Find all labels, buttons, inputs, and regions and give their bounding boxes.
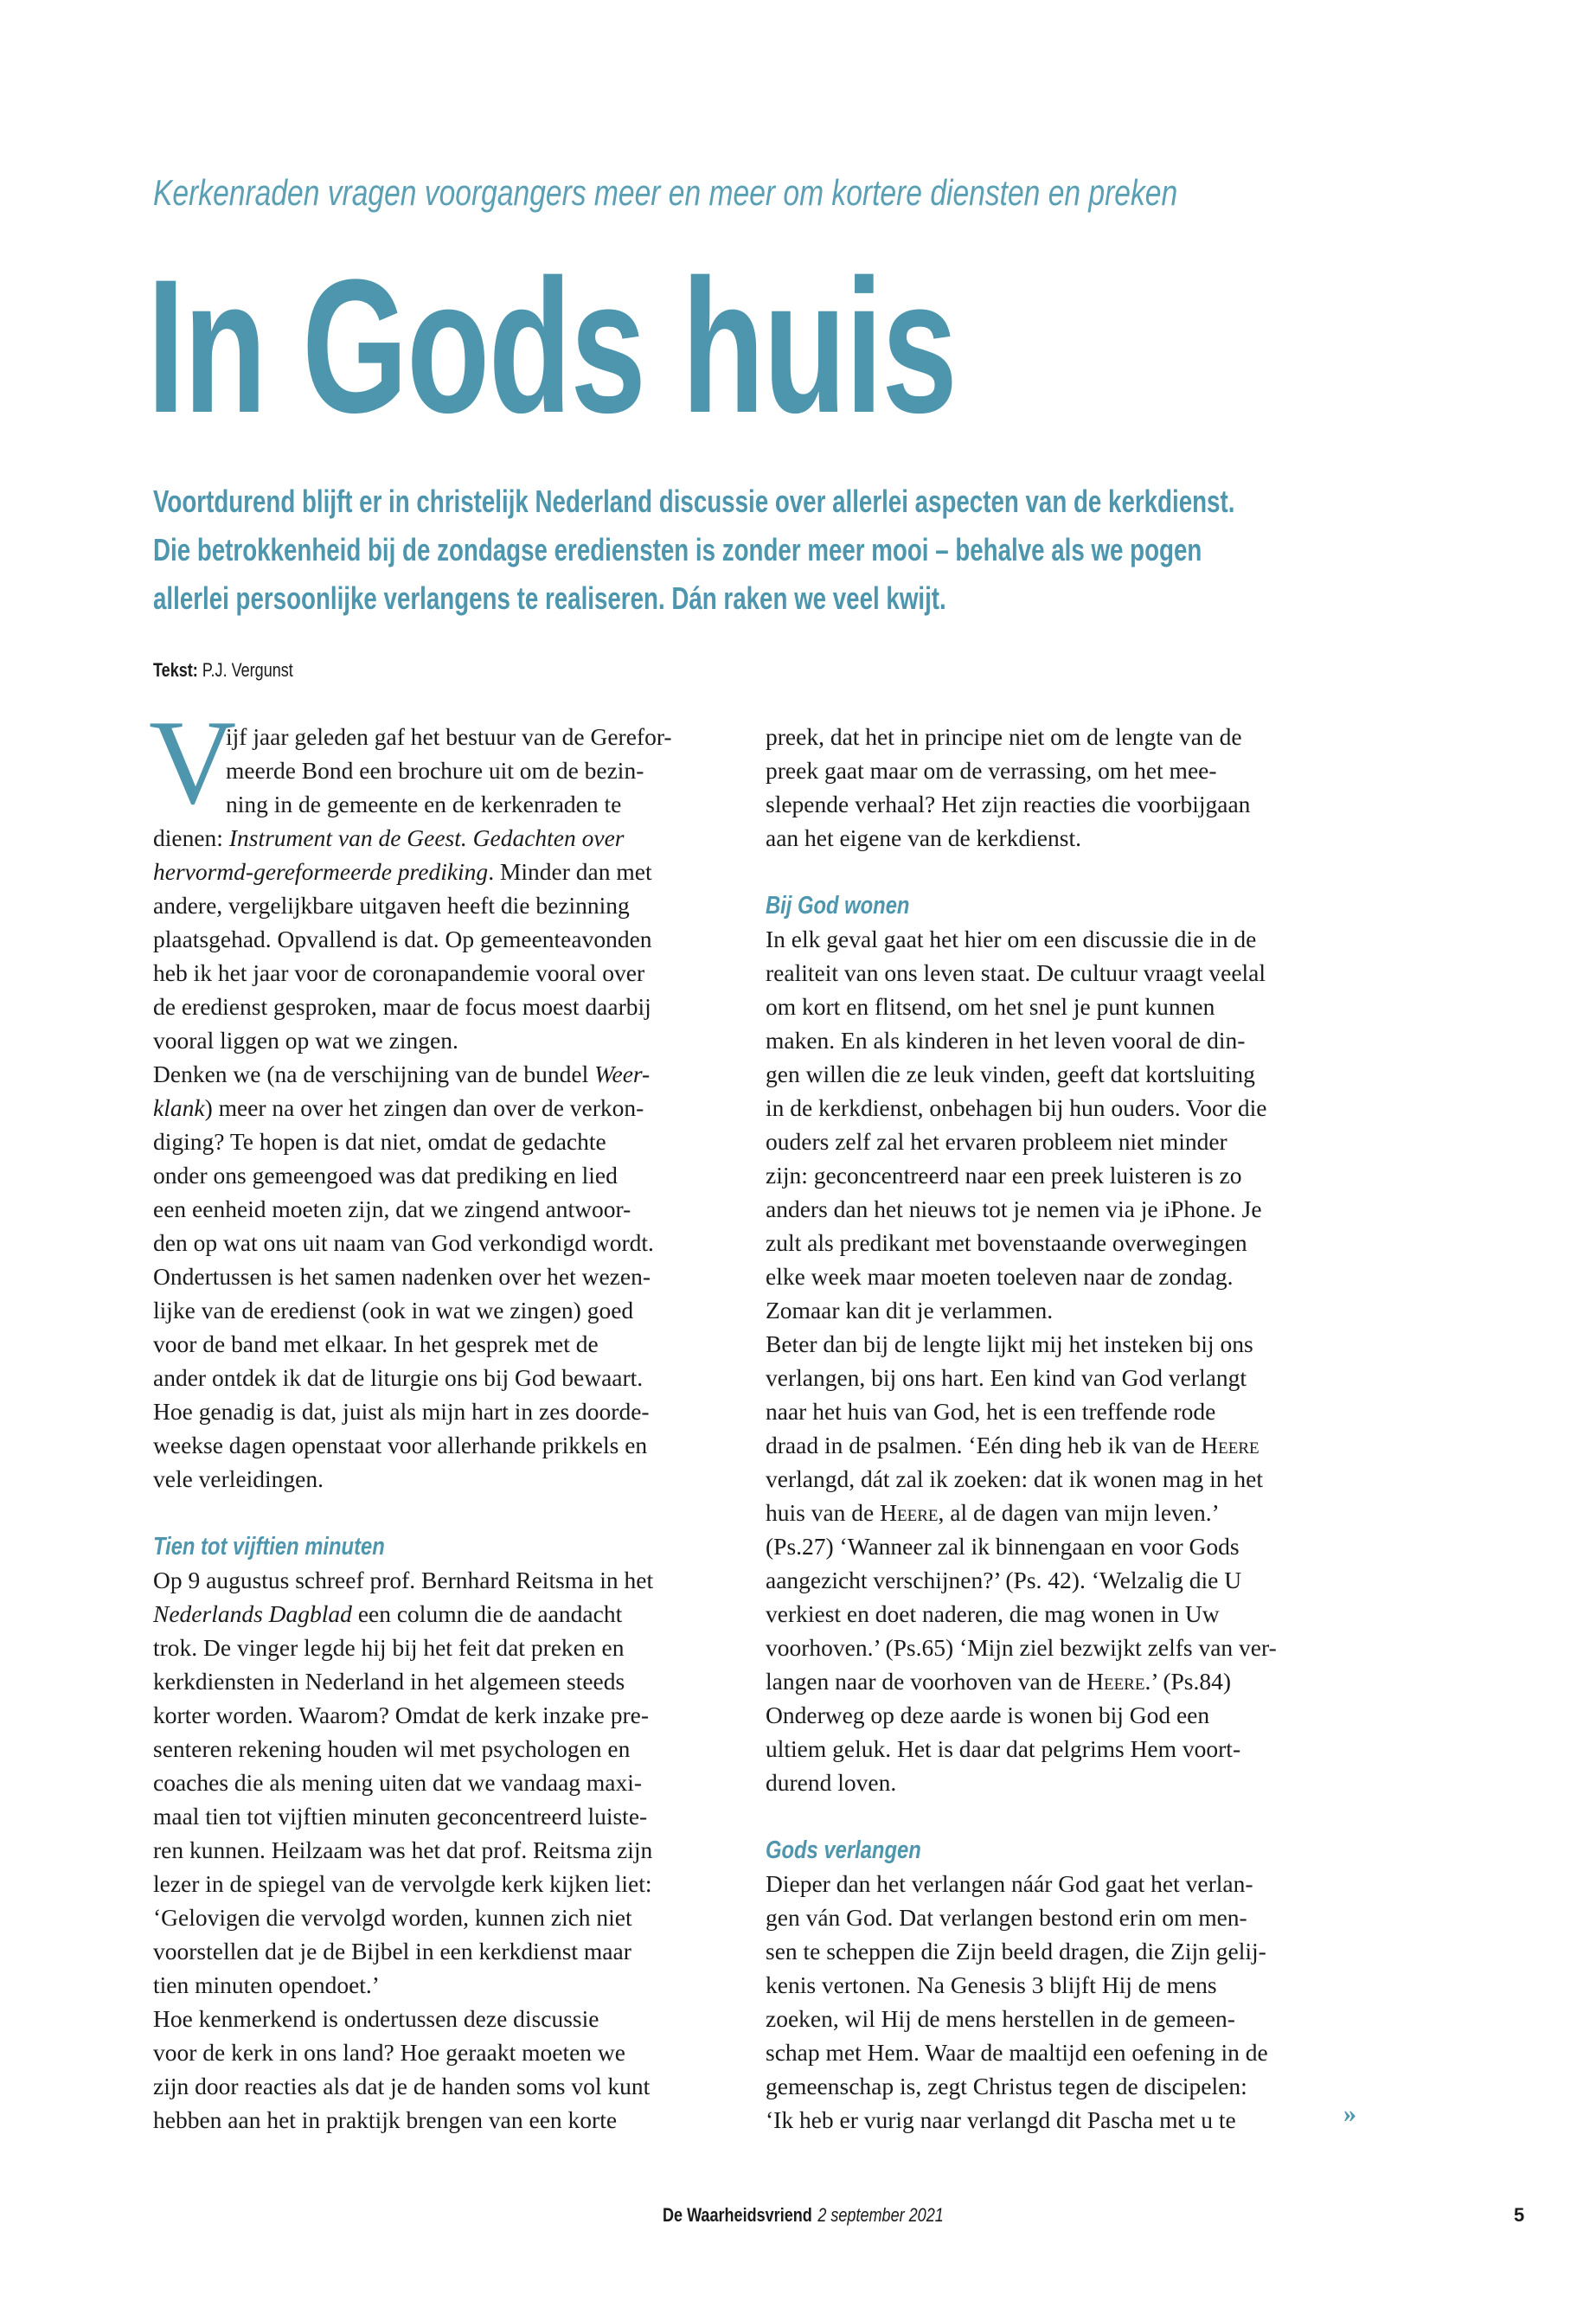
text-line <box>766 1867 1354 1900</box>
text-line <box>766 1259 1354 1293</box>
text-run: langen naar de voorhoven van de <box>766 1668 1087 1695</box>
text-run: preek gaat maar om de verrassing, om het mee- <box>766 757 1217 784</box>
text-line <box>766 1664 1354 1698</box>
text-run: Denken we (na de verschijning van de bundel <box>153 1061 595 1087</box>
text-line <box>153 1125 715 1158</box>
small-caps-run: Heere <box>1086 1668 1145 1695</box>
text-run: elke week maar moeten toeleven naar de zondag. <box>766 1263 1234 1290</box>
text-run: coaches die als mening uiten dat we vandaag maxi- <box>153 1769 643 1796</box>
text-run: Onderweg op deze aarde is wonen bij God een <box>766 1702 1210 1728</box>
text-line <box>153 1934 715 1968</box>
text-run: lijke van de eredienst (ook in wat we zingen) goed <box>153 1297 634 1324</box>
continue-arrow-icon: » <box>1343 2099 1356 2128</box>
text-line <box>153 1597 715 1631</box>
text-line <box>153 1293 715 1327</box>
text-run: . Minder dan met <box>488 858 652 885</box>
text-run: (Ps.27) ‘Wanneer zal ik binnengaan en voor Gods <box>766 1533 1240 1560</box>
text-line <box>766 1799 1354 1833</box>
text-line <box>766 1428 1354 1462</box>
text-run: Beter dan bij de lengte lijkt mij het insteken bij ons <box>766 1330 1253 1357</box>
section-heading: Tien tot vijftien minuten <box>153 1533 385 1561</box>
text-run: ijf jaar geleden gaf het bestuur van de Gerefor- <box>226 723 672 750</box>
text-line <box>153 855 715 888</box>
text-line <box>153 1698 715 1732</box>
text-run: voor de band met elkaar. In het gesprek met de <box>153 1330 599 1357</box>
italic-run: klank <box>153 1094 205 1121</box>
text-run: trok. De vinger legde hij bij het feit dat preken en <box>153 1634 625 1661</box>
text-run: onder ons gemeengoed was dat prediking en lied <box>153 1162 618 1189</box>
text-line <box>153 1192 715 1226</box>
text-line <box>153 922 715 956</box>
article-intro <box>153 478 1234 623</box>
text-run: de eredienst gesproken, maar de focus moest daarbij <box>153 993 651 1020</box>
text-run: om kort en flitsend, om het snel je punt kunnen <box>766 993 1215 1020</box>
text-line <box>766 753 1354 787</box>
article-title: In Gods huis <box>147 240 957 452</box>
text-line <box>766 1900 1354 1934</box>
text-line <box>766 1968 1354 2002</box>
italic-run: Weer- <box>594 1061 651 1087</box>
text-line <box>766 1462 1354 1496</box>
text-line <box>153 1867 715 1900</box>
text-line <box>153 787 715 821</box>
text-run: ) meer na over het zingen dan over de verkon- <box>204 1094 644 1121</box>
text-line <box>766 1597 1354 1631</box>
column-right <box>766 720 1354 2137</box>
text-line <box>766 2035 1354 2069</box>
text-line <box>766 956 1354 990</box>
text-run: .’ (Ps.84) <box>1144 1668 1232 1695</box>
text-run: een eenheid moeten zijn, dat we zingend antwoor- <box>153 1195 631 1222</box>
text-run: lezer in de spiegel van de vervolgde kerk kijken liet: <box>153 1870 652 1897</box>
text-run: maal tien tot vijftien minuten geconcentreerd luiste- <box>153 1803 648 1830</box>
text-line <box>766 1563 1354 1597</box>
text-line <box>153 720 715 753</box>
text-line <box>766 855 1354 888</box>
intro-line: Die betrokkenheid bij de zondagse erediensten is zonder meer mooi – behalve als we pogen <box>153 532 1202 567</box>
text-run: voorstellen dat je de Bijbel in een kerkdienst maar <box>153 1938 631 1965</box>
text-line <box>766 2069 1354 2103</box>
text-line <box>153 1766 715 1799</box>
text-run: weekse dagen openstaat voor allerhande prikkels en <box>153 1432 648 1458</box>
text-line <box>153 1428 715 1462</box>
text-line <box>766 1158 1354 1192</box>
text-run: naar het huis van God, het is een treffende rode <box>766 1398 1216 1425</box>
text-run: ouders zelf zal het ervaren probleem niet minder <box>766 1128 1227 1155</box>
text-line <box>766 2002 1354 2035</box>
text-run: huis van de <box>766 1499 881 1526</box>
publication-name: De Waarheidsvriend <box>663 2204 812 2226</box>
text-run: andere, vergelijkbare uitgaven heeft die bezinning <box>153 892 630 919</box>
text-run: verlangd, dát zal ik zoeken: dat ik wonen mag in het <box>766 1465 1264 1492</box>
text-line <box>153 2002 715 2035</box>
text-line <box>766 990 1354 1023</box>
text-run: slepende verhaal? Het zijn reacties die voorbijgaan <box>766 791 1251 817</box>
intro-line: Voortdurend blijft er in christelijk Nederland discussie over allerlei aspecten van de kerkdienst. <box>153 484 1235 519</box>
text-line <box>153 2035 715 2069</box>
text-run: preek, dat het in principe niet om de lengte van de <box>766 723 1242 750</box>
text-run: tien minuten opendoet.’ <box>153 1971 380 1998</box>
italic-run: Instrument van de Geest. Gedachten over <box>228 824 625 851</box>
page-number: 5 <box>1514 2204 1525 2226</box>
footer <box>663 2202 944 2228</box>
text-line <box>153 888 715 922</box>
text-line <box>766 1057 1354 1091</box>
text-run: den op wat ons uit naam van God verkondigd wordt. <box>153 1229 654 1256</box>
text-run: Hoe genadig is dat, juist als mijn hart in zes doorde- <box>153 1398 650 1425</box>
text-run: vooral liggen op wat we zingen. <box>153 1027 458 1054</box>
text-line <box>153 1496 715 1529</box>
text-line <box>153 1091 715 1125</box>
text-run: gemeenschap is, zegt Christus tegen de discipelen: <box>766 2073 1247 2099</box>
text-run: schap met Hem. Waar de maaltijd een oefening in de <box>766 2039 1268 2066</box>
text-run: voor de kerk in ons land? Hoe geraakt moeten we <box>153 2039 625 2066</box>
text-run: diging? Te hopen is dat niet, omdat de gedachte <box>153 1128 606 1155</box>
text-run: zijn door reacties als dat je de handen soms vol kunt <box>153 2073 651 2099</box>
text-line <box>153 1631 715 1664</box>
text-line <box>766 1125 1354 1158</box>
text-run: In elk geval gaat het hier om een discussie die in de <box>766 926 1257 952</box>
text-run: Hoe kenmerkend is ondertussen deze discussie <box>153 2005 599 2032</box>
text-run: dienen: <box>153 824 229 851</box>
text-line <box>766 1023 1354 1057</box>
text-line <box>153 1158 715 1192</box>
text-line <box>153 1259 715 1293</box>
byline-label: Tekst: <box>153 659 198 681</box>
text-line <box>153 990 715 1023</box>
text-run: senteren rekening houden wil met psychologen en <box>153 1735 631 1762</box>
italic-run: hervormd-gereformeerde prediking <box>153 858 489 885</box>
byline <box>153 657 293 683</box>
text-line <box>766 1529 1354 1563</box>
text-line <box>766 720 1354 753</box>
text-run: een column die de aandacht <box>351 1600 623 1627</box>
text-line <box>766 1698 1354 1732</box>
text-run: zoeken, wil Hij de mens herstellen in de gemeen- <box>766 2005 1235 2032</box>
text-run: verlangen, bij ons hart. Een kind van God verlangt <box>766 1364 1247 1391</box>
text-run: anders dan het nieuws tot je nemen via je iPhone. Je <box>766 1195 1262 1222</box>
text-line <box>766 1496 1354 1529</box>
text-run: zijn: geconcentreerd naar een preek luisteren is zo <box>766 1162 1242 1189</box>
text-run: realiteit van ons leven staat. De cultuur vraagt veelal <box>766 959 1266 986</box>
text-line <box>153 956 715 990</box>
text-line <box>766 1631 1354 1664</box>
text-run: durend loven. <box>766 1769 897 1796</box>
small-caps-run: Heere <box>1201 1432 1259 1458</box>
text-line <box>153 2069 715 2103</box>
section-heading-line <box>766 1833 1354 1867</box>
text-line <box>153 1327 715 1361</box>
text-run: aan het eigene van de kerkdienst. <box>766 824 1081 851</box>
text-run: ander ontdek ik dat de liturgie ons bij God bewaart. <box>153 1364 644 1391</box>
text-line <box>153 1462 715 1496</box>
text-line <box>766 1934 1354 1968</box>
section-heading-line <box>153 1529 715 1563</box>
text-run: kenis vertonen. Na Genesis 3 blijft Hij de mens <box>766 1971 1217 1998</box>
text-run: plaatsgehad. Opvallend is dat. Op gemeenteavonden <box>153 926 652 952</box>
text-run: Dieper dan het verlangen náár God gaat het verlan- <box>766 1870 1253 1897</box>
text-line <box>766 922 1354 956</box>
text-run: draad in de psalmen. ‘Eén ding heb ik van de <box>766 1432 1202 1458</box>
drop-cap: V <box>149 695 237 830</box>
text-line <box>766 1327 1354 1361</box>
text-run: zult als predikant met bovenstaande overwegingen <box>766 1229 1247 1256</box>
text-line <box>153 1394 715 1428</box>
section-heading: Bij God wonen <box>766 892 910 920</box>
text-line <box>766 1293 1354 1327</box>
text-run: hebben aan het in praktijk brengen van een korte <box>153 2106 618 2133</box>
text-run: Ondertussen is het samen nadenken over het wezen- <box>153 1263 651 1290</box>
text-run: gen ván God. Dat verlangen bestond erin om men- <box>766 1904 1247 1931</box>
text-line <box>153 1732 715 1766</box>
text-line <box>153 1563 715 1597</box>
text-line <box>153 1664 715 1698</box>
text-line <box>153 1057 715 1091</box>
text-line <box>766 1226 1354 1259</box>
text-run: meerde Bond een brochure uit om de bezin- <box>226 757 644 784</box>
text-run: sen te scheppen die Zijn beeld dragen, die Zijn gelij- <box>766 1938 1266 1965</box>
section-heading: Gods verlangen <box>766 1836 921 1864</box>
article-kicker: Kerkenraden vragen voorgangers meer en meer om kortere diensten en preken <box>153 172 1178 213</box>
text-run: voorhoven.’ (Ps.65) ‘Mijn ziel bezwijkt zelfs van ver- <box>766 1634 1277 1661</box>
text-run: Op 9 augustus schreef prof. Bernhard Reitsma in het <box>153 1567 654 1593</box>
italic-run: Nederlands Dagblad <box>153 1600 352 1627</box>
text-run: ‘Ik heb er vurig naar verlangd dit Pascha met u te <box>766 2106 1236 2133</box>
byline-author: P.J. Vergunst <box>202 659 293 681</box>
text-run: maken. En als kinderen in het leven vooral de din- <box>766 1027 1246 1054</box>
text-line <box>766 1192 1354 1226</box>
text-line <box>153 1833 715 1867</box>
text-run: verkiest en doet naderen, die mag wonen in Uw <box>766 1600 1220 1627</box>
text-line <box>153 1361 715 1394</box>
text-run: ren kunnen. Heilzaam was het dat prof. Reitsma zijn <box>153 1836 653 1863</box>
text-line <box>766 1766 1354 1799</box>
text-run: ‘Gelovigen die vervolgd worden, kunnen zich niet <box>153 1904 632 1931</box>
text-run: aangezicht verschijnen?’ (Ps. 42). ‘Welzalig die U <box>766 1567 1242 1593</box>
text-run: vele verleidingen. <box>153 1465 324 1492</box>
issue-date: 2 september 2021 <box>817 2204 944 2226</box>
text-line <box>153 1023 715 1057</box>
text-line <box>153 2103 715 2137</box>
text-line <box>153 1968 715 2002</box>
text-line <box>766 1361 1354 1394</box>
text-line <box>153 821 715 855</box>
text-run: gen willen die ze leuk vinden, geeft dat kortsluiting <box>766 1061 1255 1087</box>
section-heading-line <box>766 888 1354 922</box>
text-line <box>153 1226 715 1259</box>
text-run: , al de dagen van mijn leven.’ <box>938 1499 1220 1526</box>
text-line <box>153 1900 715 1934</box>
text-run: heb ik het jaar voor de coronapandemie vooral over <box>153 959 645 986</box>
text-run: kerkdiensten in Nederland in het algemeen steeds <box>153 1668 625 1695</box>
text-run: ning in de gemeente en de kerkenraden te <box>226 791 622 817</box>
text-line <box>766 1091 1354 1125</box>
text-line <box>766 1732 1354 1766</box>
text-run: korter worden. Waarom? Omdat de kerk inzake pre- <box>153 1702 650 1728</box>
text-line <box>766 821 1354 855</box>
column-left <box>153 720 715 2137</box>
text-line <box>766 2103 1354 2137</box>
text-run: Zomaar kan dit je verlammen. <box>766 1297 1054 1324</box>
text-line <box>766 787 1354 821</box>
small-caps-run: Heere <box>880 1499 939 1526</box>
text-line <box>153 1799 715 1833</box>
text-run: in de kerkdienst, onbehagen bij hun ouders. Voor die <box>766 1094 1267 1121</box>
text-line <box>153 753 715 787</box>
text-line <box>766 1394 1354 1428</box>
text-run: ultiem geluk. Het is daar dat pelgrims Hem voort- <box>766 1735 1241 1762</box>
intro-line: allerlei persoonlijke verlangens te realiseren. Dán raken we veel kwijt. <box>153 580 946 616</box>
